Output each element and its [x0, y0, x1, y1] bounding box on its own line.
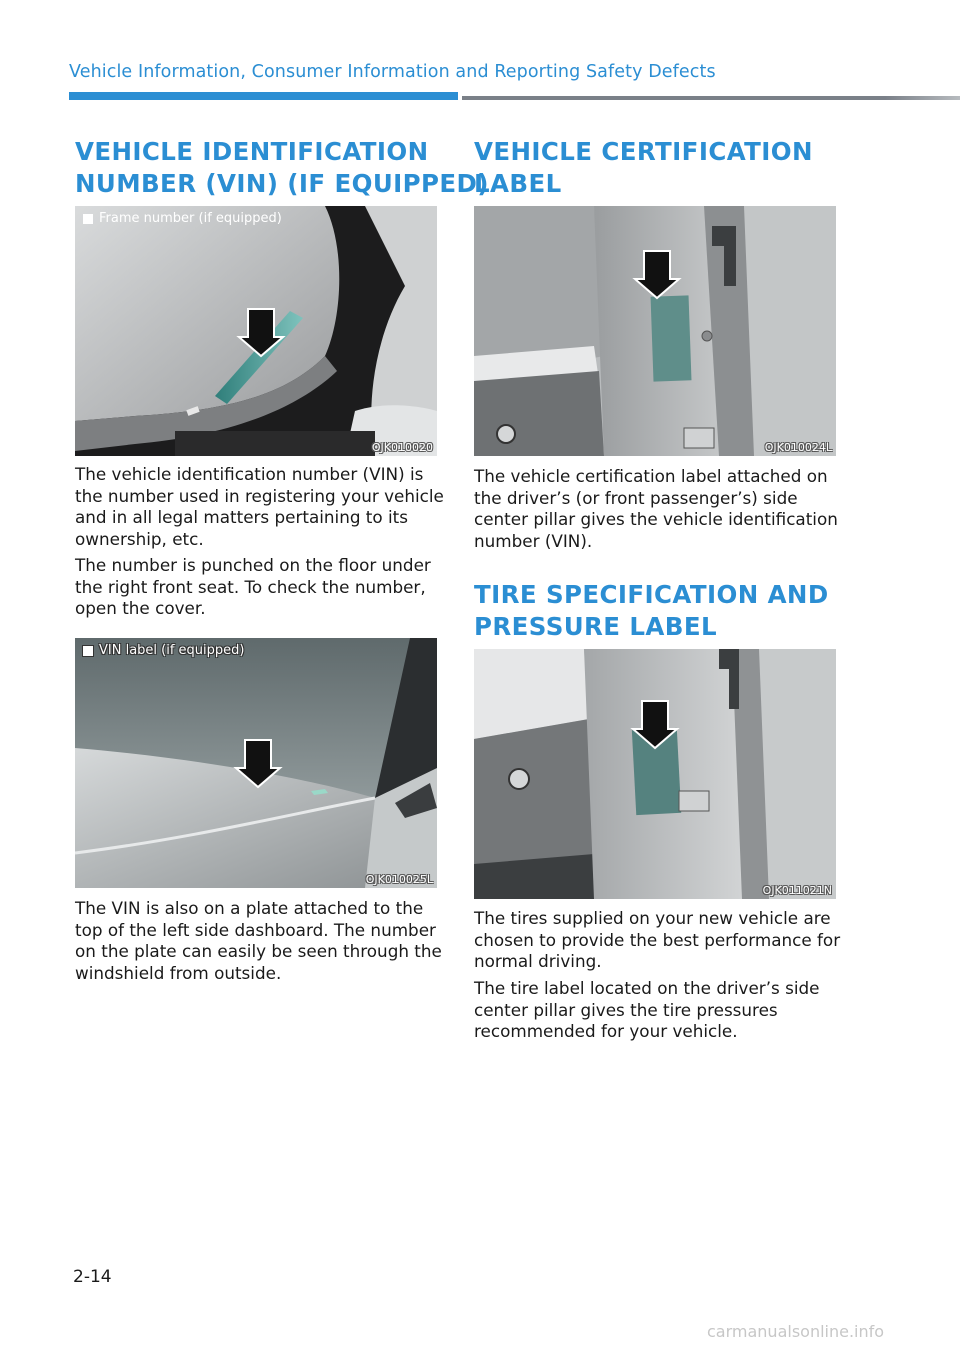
certification-label-illustration — [474, 206, 836, 456]
vin-heading-line1: VEHICLE IDENTIFICATION — [75, 137, 429, 166]
tire-heading-line1: TIRE SPECIFICATION AND — [474, 580, 829, 609]
frame-number-illustration — [75, 206, 437, 456]
vin-paragraph-3: The VIN is also on a plate attached to the top of the left side dashboard. The number on the plate can easily be seen through the windshield from outside. — [75, 898, 442, 983]
tire-section-heading — [474, 579, 829, 643]
figure-caption: Frame number (if equipped) — [83, 211, 282, 226]
header-divider-line — [462, 96, 960, 100]
certification-label-figure — [474, 206, 836, 456]
figure-code: OJK010025L — [365, 873, 433, 886]
figure-code: OJK010024L — [764, 441, 832, 454]
watermark-link[interactable]: carmanualsonline.info — [707, 1322, 885, 1341]
vin-paragraph-2: The number is punched on the floor under the right front seat. To check the number, open the cover. — [75, 555, 431, 618]
tire-heading-line2: PRESSURE LABEL — [474, 612, 717, 641]
certification-paragraph: The vehicle certification label attached on the driver’s (or front passenger’s) side center pillar gives the vehicle identification number (VIN). — [474, 466, 838, 551]
vin-label-figure — [75, 638, 437, 888]
header-accent-bar — [69, 92, 458, 100]
certification-section-heading — [474, 136, 813, 200]
running-header: Vehicle Information, Consumer Information and Reporting Safety Defects — [69, 62, 716, 82]
bullet-square-icon — [83, 214, 93, 224]
tire-label-illustration — [474, 649, 836, 899]
page-number: 2-14 — [73, 1267, 112, 1287]
vin-heading-line2: NUMBER (VIN) (IF EQUIPPED) — [75, 169, 489, 198]
vin-section-heading — [75, 136, 489, 200]
tire-paragraph-1: The tires supplied on your new vehicle are chosen to provide the best performance for normal driving. — [474, 908, 841, 971]
vin-label-illustration — [75, 638, 437, 888]
certification-heading-line2: LABEL — [474, 169, 562, 198]
certification-heading-line1: VEHICLE CERTIFICATION — [474, 137, 813, 166]
figure-code: OJK010020 — [371, 441, 433, 454]
figure-caption: VIN label (if equipped) — [83, 643, 244, 658]
figure-code: OJK011021N — [762, 884, 832, 897]
frame-number-figure — [75, 206, 437, 456]
tire-paragraph-2: The tire label located on the driver’s side center pillar gives the tire pressures recommended for your vehicle. — [474, 978, 820, 1041]
bullet-square-icon — [83, 646, 93, 656]
tire-label-figure — [474, 649, 836, 899]
vin-paragraph-1: The vehicle identification number (VIN) is the number used in registering your vehicle and in all legal matters pertaining to its ownership, etc. — [75, 464, 444, 549]
